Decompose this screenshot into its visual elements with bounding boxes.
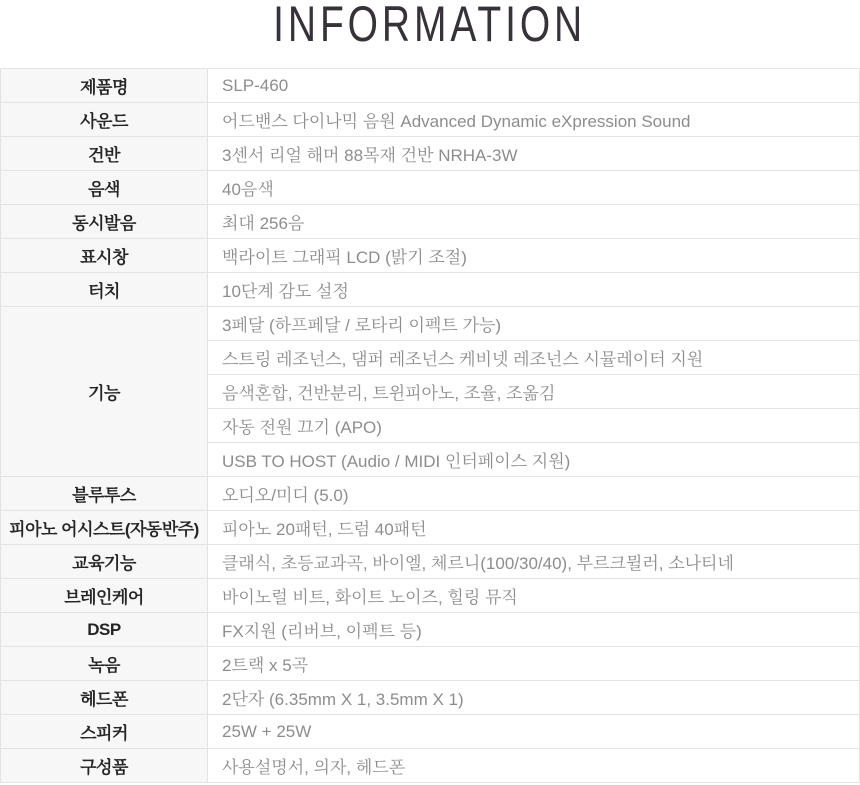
spec-label: 스피커 <box>1 715 208 749</box>
page-header <box>0 0 860 68</box>
spec-value: 40음색 <box>208 171 860 205</box>
spec-label: 구성품 <box>1 749 208 783</box>
table-row <box>1 171 860 205</box>
table-row <box>1 579 860 613</box>
spec-label: 기능 <box>1 307 208 477</box>
spec-value: 스트링 레조넌스, 댐퍼 레조넌스 케비넷 레조넌스 시뮬레이터 지원 <box>208 341 860 375</box>
spec-label: 제품명 <box>1 69 208 103</box>
table-row <box>1 273 860 307</box>
spec-value: USB TO HOST (Audio / MIDI 인터페이스 지원) <box>208 443 860 477</box>
spec-value: 클래식, 초등교과곡, 바이엘, 체르니(100/30/40), 부르크뮐러, 소나티네 <box>208 545 860 579</box>
spec-value: 바이노럴 비트, 화이트 노이즈, 힐링 뮤직 <box>208 579 860 613</box>
table-row <box>1 613 860 647</box>
spec-label: 브레인케어 <box>1 579 208 613</box>
spec-value: 최대 256음 <box>208 205 860 239</box>
spec-value: 2단자 (6.35mm X 1, 3.5mm X 1) <box>208 681 860 715</box>
spec-table <box>0 68 860 783</box>
table-row <box>1 69 860 103</box>
table-row <box>1 545 860 579</box>
spec-value: 오디오/미디 (5.0) <box>208 477 860 511</box>
table-row <box>1 749 860 783</box>
spec-label: 헤드폰 <box>1 681 208 715</box>
spec-value: SLP-460 <box>208 69 860 103</box>
table-row <box>1 239 860 273</box>
spec-label: 사운드 <box>1 103 208 137</box>
spec-label: 터치 <box>1 273 208 307</box>
table-row <box>1 647 860 681</box>
page-title: INFORMATION <box>273 0 587 52</box>
spec-label: 건반 <box>1 137 208 171</box>
spec-label: 블루투스 <box>1 477 208 511</box>
spec-value: 3페달 (하프페달 / 로타리 이펙트 가능) <box>208 307 860 341</box>
spec-label: 녹음 <box>1 647 208 681</box>
table-row <box>1 681 860 715</box>
spec-value: 피아노 20패턴, 드럼 40패턴 <box>208 511 860 545</box>
table-row <box>1 307 860 341</box>
spec-value: 25W + 25W <box>208 715 860 749</box>
table-row <box>1 511 860 545</box>
table-row <box>1 137 860 171</box>
spec-value: 3센서 리얼 해머 88목재 건반 NRHA-3W <box>208 137 860 171</box>
table-row <box>1 103 860 137</box>
spec-value: FX지원 (리버브, 이펙트 등) <box>208 613 860 647</box>
table-row <box>1 477 860 511</box>
spec-value: 백라이트 그래픽 LCD (밝기 조절) <box>208 239 860 273</box>
spec-label: 교육기능 <box>1 545 208 579</box>
spec-label: 표시창 <box>1 239 208 273</box>
spec-table-body <box>1 69 860 783</box>
spec-value: 음색혼합, 건반분리, 트윈피아노, 조율, 조옮김 <box>208 375 860 409</box>
spec-value: 자동 전원 끄기 (APO) <box>208 409 860 443</box>
spec-label: 피아노 어시스트(자동반주) <box>1 511 208 545</box>
spec-value: 2트랙 x 5곡 <box>208 647 860 681</box>
table-row <box>1 715 860 749</box>
spec-value: 어드밴스 다이나믹 음원 Advanced Dynamic eXpression Sound <box>208 103 860 137</box>
spec-value: 사용설명서, 의자, 헤드폰 <box>208 749 860 783</box>
spec-value: 10단계 감도 설정 <box>208 273 860 307</box>
spec-label: DSP <box>1 613 208 647</box>
spec-label: 동시발음 <box>1 205 208 239</box>
table-row <box>1 205 860 239</box>
spec-label: 음색 <box>1 171 208 205</box>
